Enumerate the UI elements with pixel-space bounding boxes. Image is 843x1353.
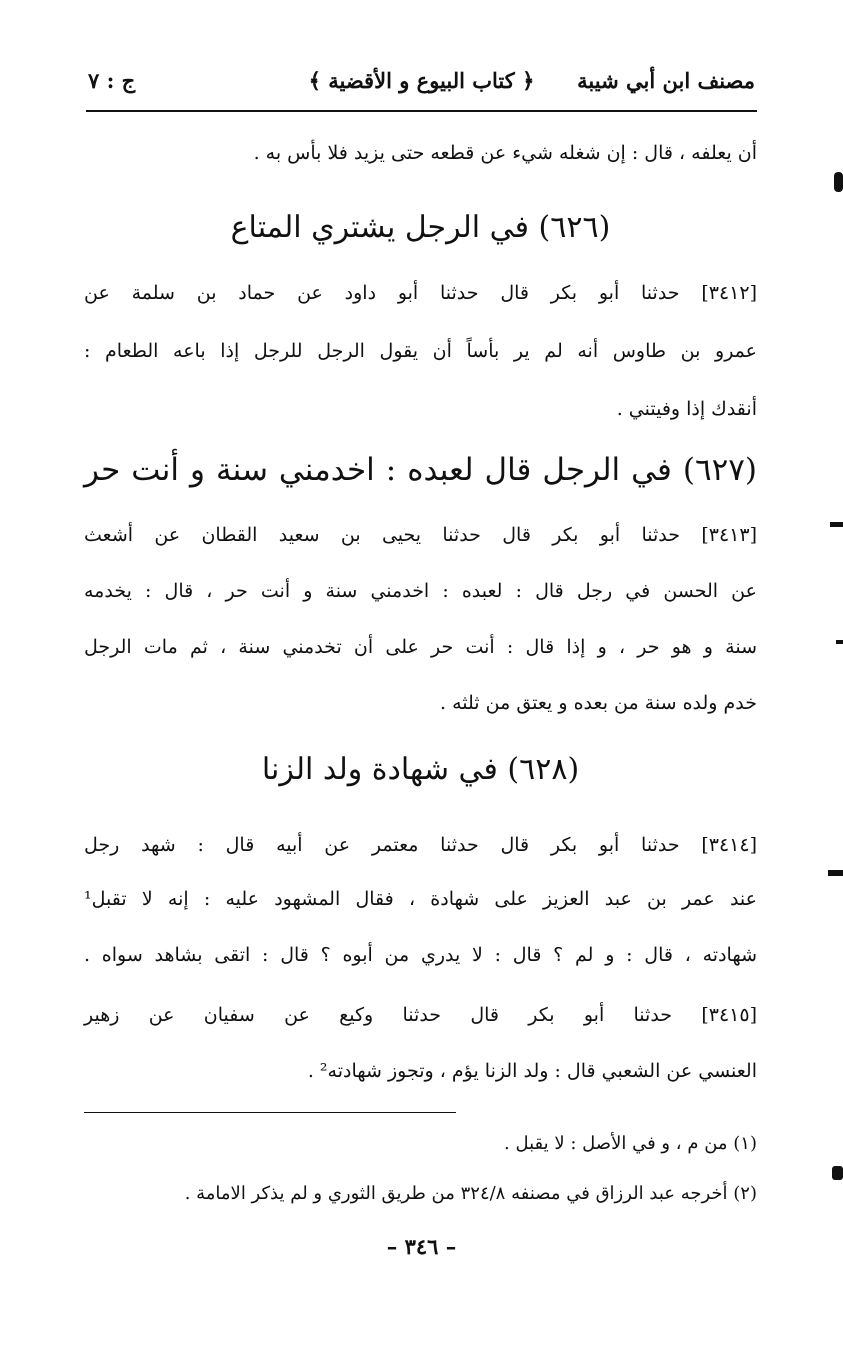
text-line: سنة و هو حر ، و إذا قال : أنت حر على أن تخدمني سنة ، ثم مات الرجل [84,636,757,658]
section-heading-627: (٦٢٧) في الرجل قال لعبده : اخدمني سنة و أنت حر [84,452,757,488]
text-line: أن يعلفه ، قال : إن شغله شيء عن قطعه حتى يزيد فلا بأس به . [253,142,757,164]
text-line: [٣٤١٥] حدثنا أبو بكر قال حدثنا وكيع عن سفيان عن زهير [84,1004,757,1026]
footnote: (٢) أخرجه عبد الرزاق في مصنفه ٣٢٤/٨ من طريق الثوري و لم يذكر الامامة . [184,1183,757,1204]
text-line: عمرو بن طاوس أنه لم ير بأساً أن يقول الرجل للرجل إذا باعه الطعام : [84,340,757,362]
scan-margin-mark [830,522,843,527]
header-volume-number: ج : ٧ [88,68,136,93]
text-line: [٣٤١٢] حدثنا أبو بكر قال حدثنا أبو داود عن حماد بن سلمة عن [84,282,757,304]
text-line: [٣٤١٤] حدثنا أبو بكر قال حدثنا معتمر عن أبيه قال : شهد رجل [84,834,757,856]
text-line: شهادته ، قال : و لم ؟ قال : لا يدري من أبوه ؟ قال : اتقى بشاهد سواه . [84,944,757,966]
text-line: أنقدك إذا وفيتني . [616,398,757,420]
text-line: خدم ولده سنة من بعده و يعتق من ثلثه . [440,692,757,714]
section-heading-628: (٦٢٨) في شهادة ولد الزنا [261,752,580,787]
scan-margin-mark [832,1166,843,1180]
footnote: (١) من م ، و في الأصل : لا يقبل . [504,1133,757,1154]
header-book-title: مصنف ابن أبي شيبة [577,68,755,93]
header-rule [86,110,757,112]
scan-margin-mark [828,870,843,876]
section-heading-626: (٦٢٦) في الرجل يشتري المتاع [230,210,611,245]
header-chapter-title: ﴿ كتاب البيوع و الأقضية ﴾ [308,68,535,93]
text-line: [٣٤١٣] حدثنا أبو بكر قال حدثنا يحيى بن سعيد القطان عن أشعث [84,524,757,546]
footnote-rule [84,1112,456,1113]
text-line: العنسي عن الشعبي قال : ولد الزنا يؤم ، وتجوز شهادته² . [307,1060,757,1082]
text-line: عند عمر بن عبد العزيز على شهادة ، فقال المشهود عليه : إنه لا تقبل¹ [84,888,757,910]
scan-margin-mark [836,640,843,644]
page-number: – ٣٤٦ – [386,1234,457,1259]
running-header [88,62,755,106]
text-line: عن الحسن في رجل قال : لعبده : اخدمني سنة و أنت حر ، قال : يخدمه [84,580,757,602]
scan-margin-mark [834,172,843,192]
